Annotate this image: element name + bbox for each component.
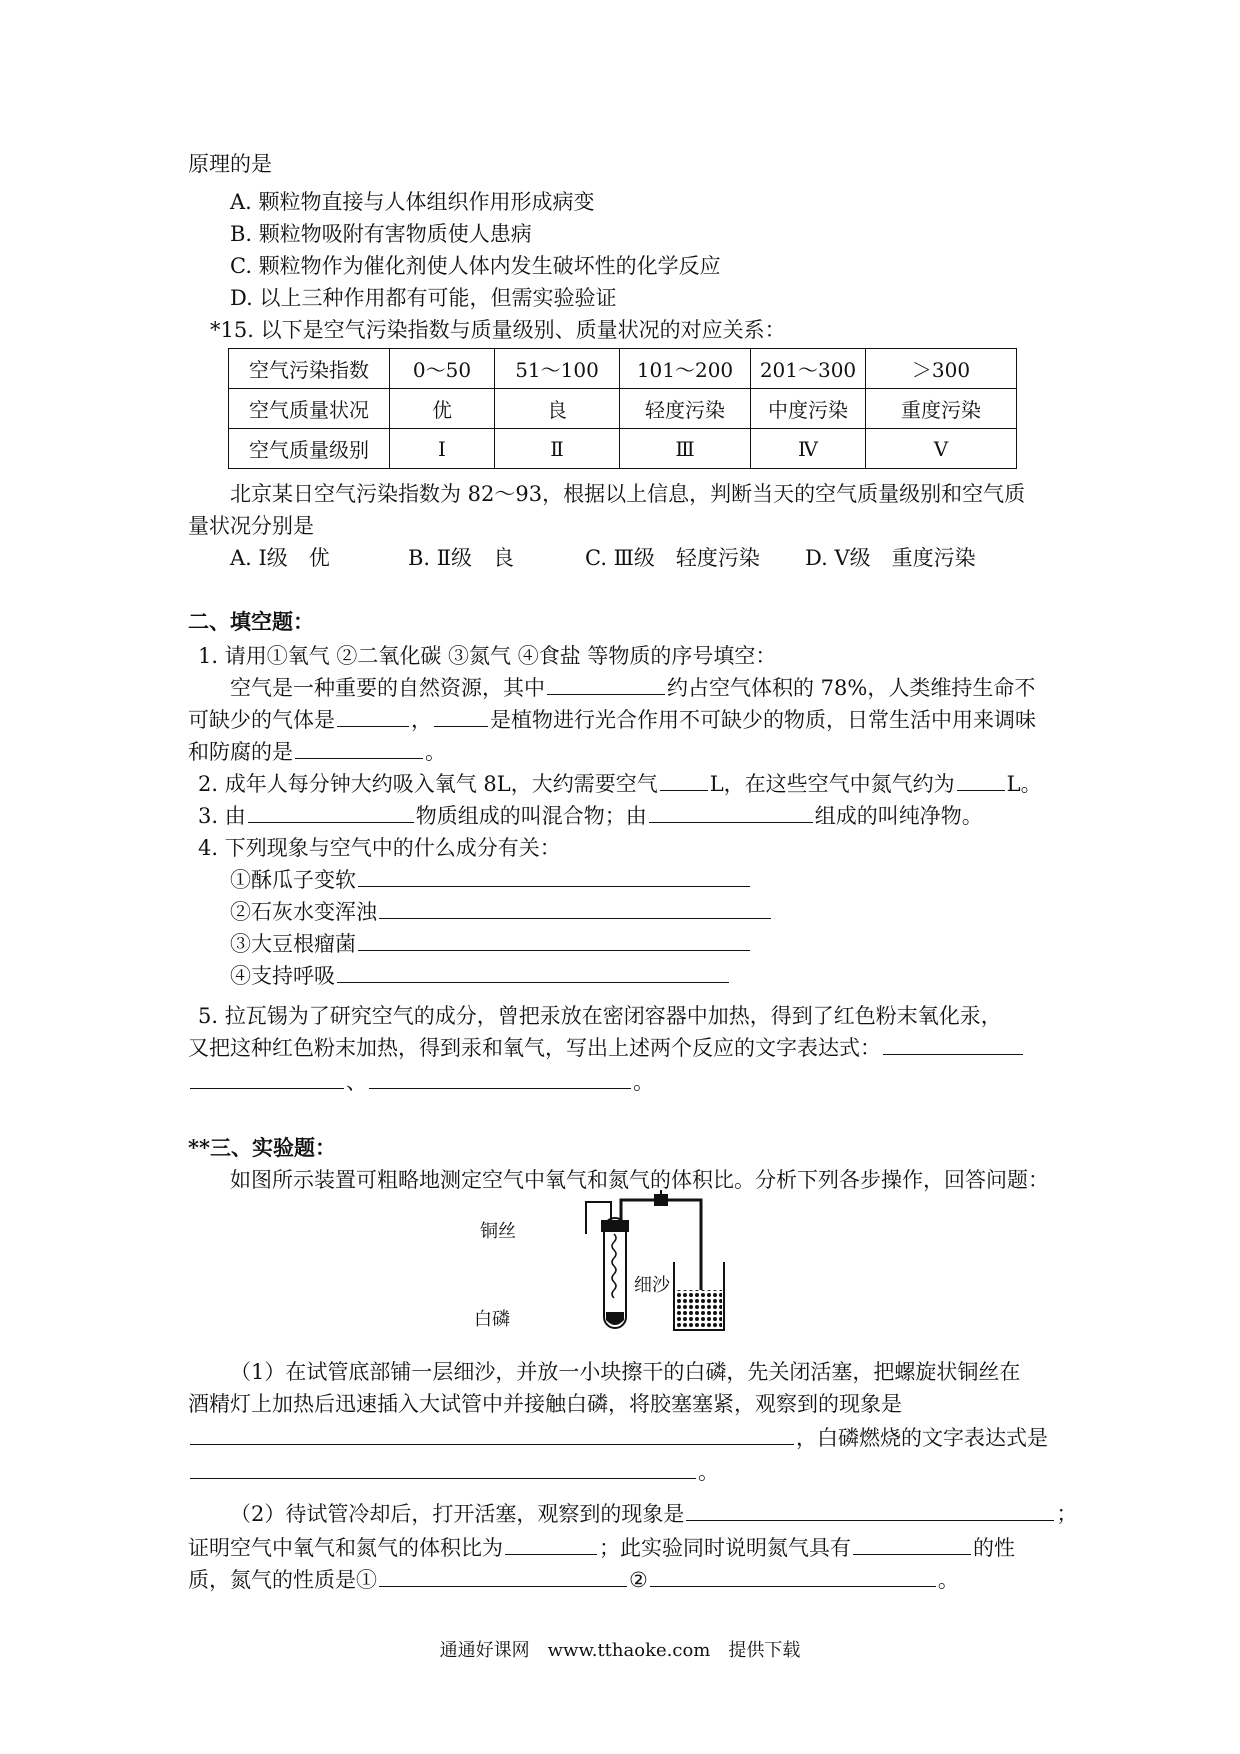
text-segment: L，在这些空气中氮气约为 [709,772,955,796]
answer-blank[interactable] [650,1566,936,1587]
text-segment: 约占空气体积的 78%，人类维持生命不 [667,676,1036,700]
text-segment: 可缺少的气体是 [188,708,335,732]
water [676,1290,722,1328]
label-copper-wire: 铜丝 [480,1221,516,1242]
table-cell: 101～200 [620,349,751,389]
table-cell: Ⅱ [495,429,620,469]
text-segment: ①酥瓜子变软 [230,868,356,892]
table-cell: Ⅲ [620,429,751,469]
text-segment: ， [411,708,432,732]
answer-blank[interactable] [434,706,488,727]
question-15-stem-1: 北京某日空气污染指数为 82～93，根据以上信息，判断当天的空气质量级别和空气质 [230,482,1026,506]
text-segment: ②石灰水变浑浊 [230,900,377,924]
text-segment: 组成的叫纯净物。 [814,804,983,828]
text-segment: L。 [1006,772,1042,796]
fill-q4-item-3 [230,930,752,958]
answer-blank[interactable] [547,674,665,695]
fill-q4-item-4 [230,962,731,990]
fill-q1-line-1 [230,674,1035,702]
fill-q1-line-3 [188,738,446,766]
text-segment: 2. 成年人每分钟大约吸入氧气 8L，大约需要空气 [198,772,658,796]
option-d: D. 以上三种作用都有可能，但需实验验证 [230,286,617,310]
sand-layer [606,1312,624,1325]
label-white-phosphorus: 白磷 [474,1309,510,1330]
answer-blank[interactable] [248,802,414,823]
text-segment: 。 [937,1568,959,1592]
answer-blank[interactable] [660,770,708,791]
answer-blank[interactable] [379,1566,627,1587]
text-segment: ③大豆根瘤菌 [230,932,356,956]
fill-q1-title: 1. 请用①氧气 ②二氧化碳 ③氮气 ④食盐 等物质的序号填空： [198,644,777,668]
answer-blank[interactable] [649,802,813,823]
table-cell: 优 [390,389,495,429]
answer-blank[interactable] [190,1424,794,1445]
fill-q5-line-2 [188,1034,1025,1062]
answer-choice-d: D. Ⅴ级 重度污染 [805,546,976,570]
table-cell: 重度污染 [866,389,1017,429]
answer-blank[interactable] [883,1034,1023,1055]
fill-q1-line-2 [188,706,1036,734]
text-segment: 物质组成的叫混合物；由 [415,804,647,828]
table-cell: 空气污染指数 [229,349,390,389]
experiment-part-2-line-2 [188,1534,1015,1562]
option-a: A. 颗粒物直接与人体组织作用形成病变 [230,190,595,214]
text-segment: 和防腐的是 [188,740,293,764]
answer-choice-b: B. Ⅱ级 良 [408,546,515,570]
rubber-stopper [601,1220,629,1232]
experiment-part-1-line-3 [188,1424,1048,1452]
table-cell: Ⅰ [390,429,495,469]
label-fine-sand: 细沙 [634,1275,670,1296]
section-2-title: 二、填空题： [188,609,314,634]
text-segment: 的性 [973,1536,1015,1560]
text-segment: ；此实验同时说明氮气具有 [599,1536,851,1560]
question-15-title: *15. 以下是空气污染指数与质量级别、质量状况的对应关系： [210,318,786,342]
table-cell: 良 [495,389,620,429]
copper-coil [612,1234,616,1298]
text-segment: 是植物进行光合作用不可缺少的物质，日常生活中用来调味 [490,708,1036,732]
text-segment: 、 [346,1070,367,1094]
experiment-part-2-line-1 [230,1500,1077,1528]
answer-blank[interactable] [957,770,1005,791]
answer-blank[interactable] [337,962,729,983]
table-cell: 空气质量级别 [229,429,390,469]
aqi-table [228,348,1017,469]
experiment-intro: 如图所示装置可粗略地测定空气中氧气和氮气的体积比。分析下列各步操作，回答问题： [230,1168,1049,1192]
text-segment: 。 [698,1460,719,1484]
fill-q2 [198,770,1042,798]
answer-blank[interactable] [358,930,750,951]
answer-blank[interactable] [190,1068,344,1089]
fill-q3 [198,802,983,830]
text-segment: ，白磷燃烧的文字表达式是 [796,1426,1048,1450]
fill-q5-line-3 [188,1068,654,1096]
text-segment: ④支持呼吸 [230,964,335,988]
fill-q4-item-1 [230,866,752,894]
text-segment: ② [629,1568,648,1592]
answer-blank[interactable] [379,898,771,919]
fill-q5-line-1: 5. 拉瓦锡为了研究空气的成分，曾把汞放在密闭容器中加热，得到了红色粉末氧化汞， [198,1004,1002,1028]
text-segment: （2）待试管冷却后，打开活塞，观察到的现象是 [230,1502,685,1526]
text-segment: ； [1056,1502,1078,1526]
table-row [229,389,1017,429]
text-segment: 。 [425,740,446,764]
page-footer: 通通好课网 www.tthaoke.com 提供下载 [439,1640,801,1661]
answer-blank[interactable] [190,1458,696,1479]
text-segment: 空气是一种重要的自然资源，其中 [230,676,545,700]
text-segment: 证明空气中氧气和氮气的体积比为 [188,1536,503,1560]
experiment-part-1-line-2: 酒精灯上加热后迅速插入大试管中并接触白磷，将胶塞塞紧，观察到的现象是 [188,1392,902,1416]
answer-blank[interactable] [358,866,750,887]
table-cell: Ⅳ [751,429,866,469]
answer-blank[interactable] [505,1534,597,1555]
question-15-stem-2: 量状况分别是 [188,514,314,538]
table-cell: 轻度污染 [620,389,751,429]
table-row [229,429,1017,469]
table-cell: 51～100 [495,349,620,389]
answer-blank[interactable] [853,1534,971,1555]
section-3-title: **三、实验题： [188,1135,336,1160]
table-cell: 空气质量状况 [229,389,390,429]
apparatus-diagram [474,1190,726,1340]
answer-blank[interactable] [686,1500,1054,1521]
text-segment: 。 [633,1070,654,1094]
fill-q4-item-2 [230,898,773,926]
experiment-part-1-line-1: （1）在试管底部铺一层细沙，并放一小块擦干的白磷，先关闭活塞，把螺旋状铜丝在 [230,1360,1021,1384]
experiment-part-2-line-3 [188,1566,959,1594]
text-segment: 又把这种红色粉末加热，得到汞和氧气，写出上述两个反应的文字表达式： [188,1036,881,1060]
experiment-part-1-line-4 [188,1458,719,1486]
apparatus-drawing [526,1190,726,1340]
answer-blank[interactable] [369,1068,631,1089]
table-cell: 0～50 [390,349,495,389]
fill-q4-title: 4. 下列现象与空气中的什么成分有关： [198,836,561,860]
text-segment: 3. 由 [198,804,246,828]
answer-choice-a: A. Ⅰ级 优 [230,546,330,570]
text-segment: 质，氮气的性质是① [188,1568,377,1592]
table-cell: 201～300 [751,349,866,389]
answer-choice-c: C. Ⅲ级 轻度污染 [585,546,760,570]
table-cell: Ⅴ [866,429,1017,469]
table-row [229,349,1017,389]
answer-blank[interactable] [337,706,409,727]
option-c: C. 颗粒物作为催化剂使人体内发生破坏性的化学反应 [230,254,721,278]
question-continuation: 原理的是 [188,152,272,176]
option-b: B. 颗粒物吸附有害物质使人患病 [230,222,532,246]
answer-blank[interactable] [295,738,423,759]
table-cell: ＞300 [866,349,1017,389]
stopcock [654,1194,668,1206]
table-cell: 中度污染 [751,389,866,429]
